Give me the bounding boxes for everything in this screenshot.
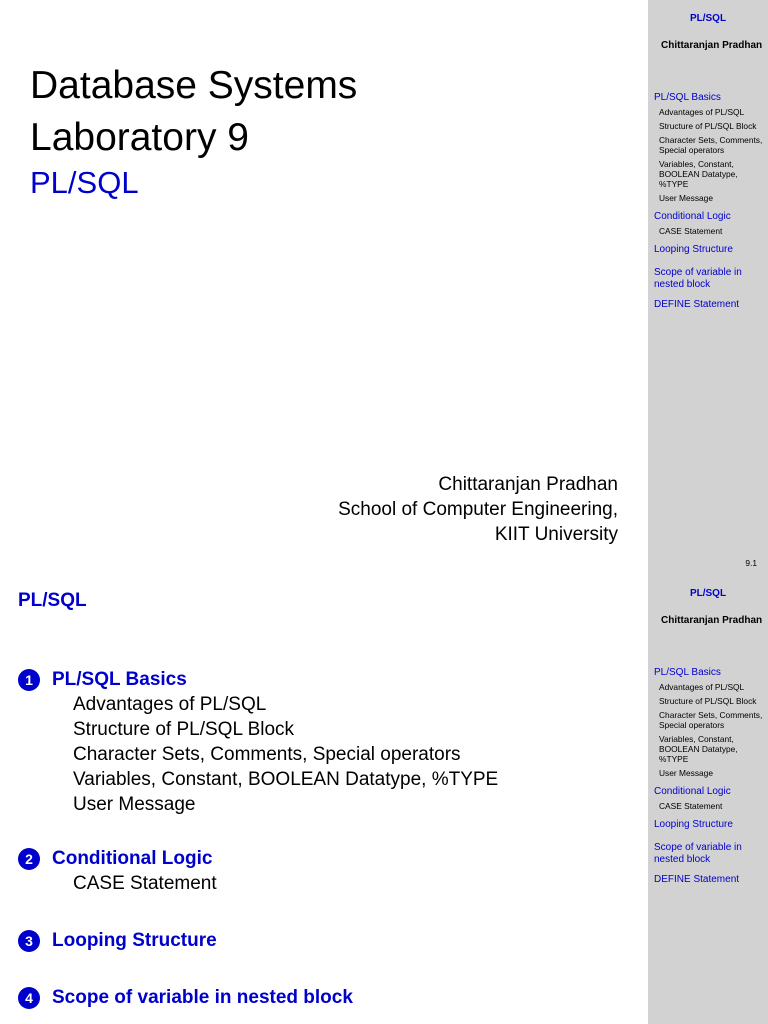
sidebar-item-conditional-logic[interactable]: Conditional Logic — [654, 211, 731, 222]
toc-subsection[interactable]: CASE Statement — [73, 873, 217, 894]
section-number-badge: 2 — [18, 848, 40, 870]
sidebar-subitem-advantages[interactable]: Advantages of PL/SQL — [659, 107, 745, 117]
sidebar-author: Chittaranjan Pradhan — [661, 615, 763, 626]
sidebar-subitem-character-sets[interactable]: Character Sets, Comments, Special operators — [659, 710, 763, 730]
sidebar-nav-list — [654, 92, 766, 319]
sidebar-item-conditional-logic[interactable]: Conditional Logic — [654, 786, 731, 797]
table-of-contents — [18, 668, 638, 1010]
sidebar-item-plsql-basics[interactable]: PL/SQL Basics — [654, 667, 721, 678]
presentation-subtitle: PL/SQL — [30, 165, 139, 200]
sidebar-subitem-case-statement[interactable]: CASE Statement — [659, 226, 723, 236]
author-institute-line-2: KIIT University — [494, 524, 618, 545]
title-line-2: Laboratory 9 — [30, 116, 249, 159]
sidebar-subitem-variables[interactable]: Variables, Constant, BOOLEAN Datatype, %TYPE — [659, 159, 738, 189]
frame-title: PL/SQL — [18, 590, 87, 611]
section-number-badge: 1 — [18, 669, 40, 691]
sidebar-navigation — [648, 0, 768, 574]
sidebar-item-define-statement[interactable]: DEFINE Statement — [654, 874, 740, 885]
sidebar-subitem-character-sets[interactable]: Character Sets, Comments, Special operators — [659, 135, 763, 155]
toc-section-label[interactable]: Scope of variable in nested block — [52, 987, 353, 1008]
presentation-title — [30, 60, 357, 164]
sidebar-item-scope-of-variable[interactable]: Scope of variable in nested block — [654, 267, 742, 290]
toc-subsection[interactable]: Character Sets, Comments, Special operators — [73, 744, 461, 765]
sidebar-subitem-user-message[interactable]: User Message — [659, 193, 713, 203]
sidebar-subitem-advantages[interactable]: Advantages of PL/SQL — [659, 682, 745, 692]
sidebar-item-scope-of-variable[interactable]: Scope of variable in nested block — [654, 842, 742, 865]
sidebar-subitem-variables[interactable]: Variables, Constant, BOOLEAN Datatype, %TYPE — [659, 734, 738, 764]
toc-subsection[interactable]: Variables, Constant, BOOLEAN Datatype, %TYPE — [73, 769, 499, 790]
sidebar-item-plsql-basics[interactable]: PL/SQL Basics — [654, 92, 721, 103]
toc-subsection[interactable]: Structure of PL/SQL Block — [73, 719, 295, 740]
sidebar-navigation — [648, 574, 768, 1024]
toc-section[interactable] — [18, 847, 638, 871]
sidebar-item-looping-structure[interactable]: Looping Structure — [654, 244, 733, 255]
sidebar-subitem-structure[interactable]: Structure of PL/SQL Block — [659, 696, 757, 706]
sidebar-subitem-structure[interactable]: Structure of PL/SQL Block — [659, 121, 757, 131]
toc-section[interactable] — [18, 986, 638, 1010]
author-institute-line-1: School of Computer Engineering, — [338, 499, 618, 520]
sidebar-item-define-statement[interactable]: DEFINE Statement — [654, 299, 740, 310]
toc-section-label[interactable]: Conditional Logic — [52, 848, 213, 869]
toc-subsection[interactable]: Advantages of PL/SQL — [73, 694, 267, 715]
toc-section[interactable] — [18, 668, 638, 692]
sidebar-item-looping-structure[interactable]: Looping Structure — [654, 819, 733, 830]
section-number-badge: 4 — [18, 987, 40, 1009]
section-number-badge: 3 — [18, 930, 40, 952]
page-number: 9.1 — [745, 558, 757, 568]
sidebar-subitem-user-message[interactable]: User Message — [659, 768, 713, 778]
author-block — [338, 472, 618, 547]
toc-section-label[interactable]: PL/SQL Basics — [52, 669, 187, 690]
sidebar-short-title[interactable]: PL/SQL — [689, 13, 727, 24]
sidebar-author: Chittaranjan Pradhan — [661, 40, 763, 51]
sidebar-subitem-case-statement[interactable]: CASE Statement — [659, 801, 723, 811]
toc-subsection[interactable]: User Message — [73, 794, 196, 815]
title-line-1: Database Systems — [30, 64, 358, 107]
toc-section-label[interactable]: Looping Structure — [52, 930, 217, 951]
toc-section[interactable] — [18, 929, 638, 953]
author-name: Chittaranjan Pradhan — [438, 474, 618, 495]
sidebar-nav-list — [654, 667, 766, 894]
outline-slide — [0, 574, 768, 1024]
sidebar-short-title[interactable]: PL/SQL — [689, 588, 727, 599]
